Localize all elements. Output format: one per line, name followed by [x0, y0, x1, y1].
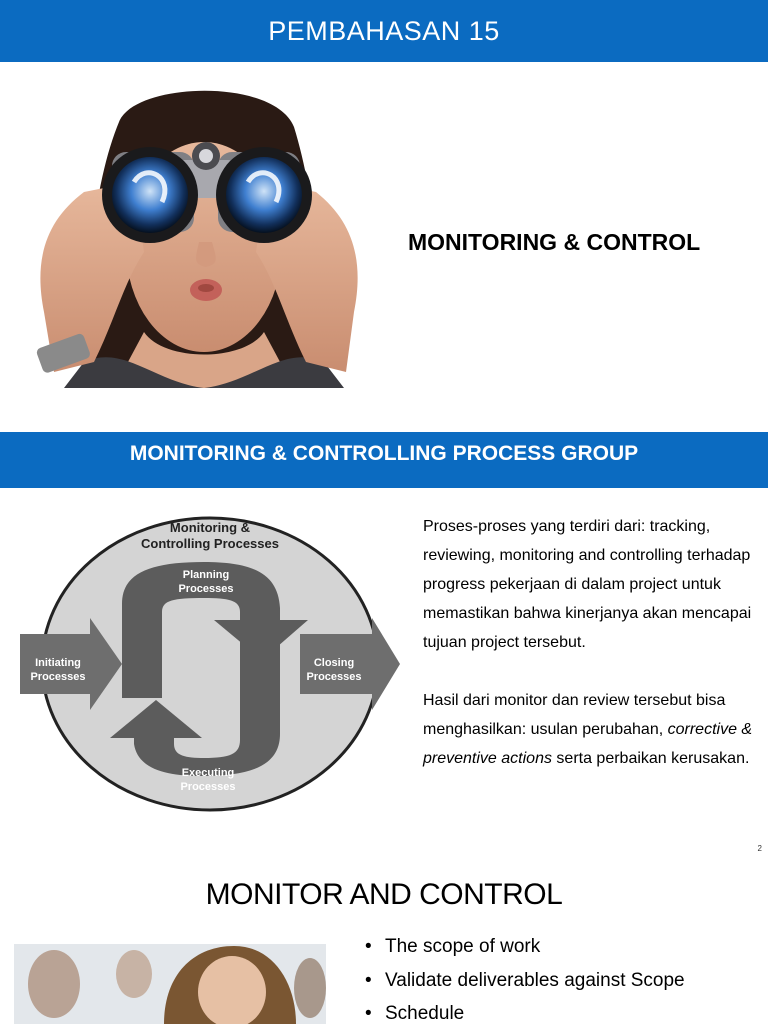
slide-3 [0, 864, 768, 1024]
process-group-diagram [18, 508, 402, 816]
slide-title: MONITORING & CONTROL [408, 229, 701, 255]
executing-label-2: Processes [180, 781, 236, 793]
list-item [365, 997, 685, 1024]
slide-2 [0, 432, 768, 864]
slide-header-text: PEMBAHASAN 15 [268, 16, 500, 46]
list-item [365, 930, 685, 964]
diagram-center-label-2: Controlling Processes [141, 536, 279, 551]
bullet: • [365, 1003, 372, 1024]
binoculars-woman-photo [24, 82, 376, 388]
bullet: • [365, 969, 372, 991]
description-text [423, 512, 763, 773]
diagram-center-label-1: Monitoring & [169, 520, 251, 535]
initiating-label-1: Initiating [35, 657, 81, 669]
list-item-text: Validate deliverables against Scope [385, 969, 685, 991]
paragraph-1: Proses-proses yang terdiri dari: tracking, reviewing, monitoring and controlling terhadap progress pekerjaan di dalam project untuk memastikan bahwa kinerjanya akan mencapai tujuan project tersebut. [423, 518, 752, 651]
slide-1 [0, 0, 768, 410]
slide-header [0, 0, 768, 62]
planning-label-2: Processes [178, 583, 234, 595]
paragraph-2-italic: corrective & preventive actions [423, 721, 753, 767]
closing-label-2: Processes [306, 671, 362, 683]
bullet: • [365, 936, 372, 957]
list-item-text: The scope of work [385, 936, 541, 957]
meeting-photo [14, 944, 326, 1024]
slide-header [0, 432, 768, 490]
executing-label-1: Executing [181, 767, 235, 779]
list-item [365, 964, 685, 998]
slide-header-text: MONITORING & CONTROLLING PROCESS GROUP [129, 442, 639, 465]
planning-label-1: Planning [182, 569, 230, 581]
paragraph-2 [423, 686, 763, 773]
paragraph-2-start: Hasil dari monitor dan review tersebut bisa menghasilkan: usulan perubahan, [423, 692, 726, 738]
monitor-items-list [365, 930, 685, 1024]
paragraph-2-end: serta perbaikan kerusakan. [551, 750, 750, 767]
slide-title: MONITOR AND CONTROL [205, 878, 563, 911]
page-number: 2 [757, 844, 762, 853]
list-item-text: Schedule [385, 1003, 465, 1024]
initiating-label-2: Processes [30, 671, 86, 683]
closing-label-1: Closing [313, 657, 355, 669]
header-underline [0, 484, 768, 486]
